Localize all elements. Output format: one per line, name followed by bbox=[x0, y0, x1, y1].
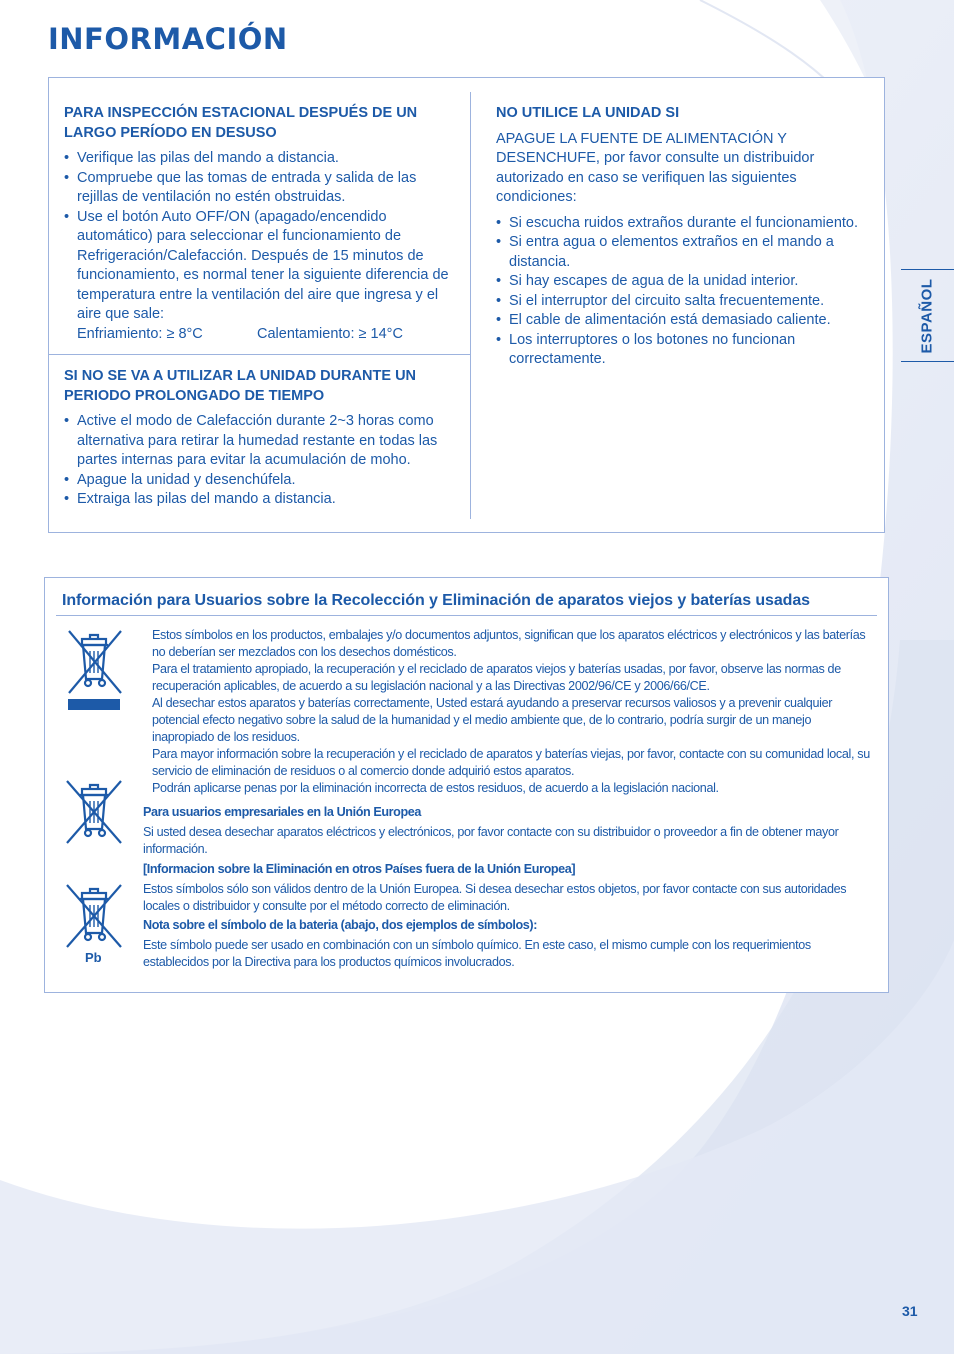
bullet-list bbox=[64, 412, 456, 510]
weee-bin-icon bbox=[63, 779, 125, 845]
subheading: Nota sobre el símbolo de la bateria (abajo, dos ejemplos de símbolos): bbox=[143, 918, 537, 932]
section-intro: APAGUE LA FUENTE DE ALIMENTACIÓN Y DESENCHUFE, por favor consulte un distribuidor autorizado en caso se verifiquen las siguientes condiciones: bbox=[496, 130, 815, 205]
language-tab bbox=[901, 269, 954, 362]
pb-label: Pb bbox=[85, 950, 102, 965]
seasonal-inspection-section bbox=[64, 104, 456, 344]
subheading: Para usuarios empresariales en la Unión Europea bbox=[143, 805, 421, 819]
list-item bbox=[64, 208, 456, 345]
list-item: • Compruebe que las tomas de entrada y salida de las rejillas de ventilación no estén obstruidas. bbox=[64, 169, 456, 208]
list-item: • Apague la unidad y desenchúfela. bbox=[64, 471, 456, 491]
bullet-list bbox=[64, 149, 456, 344]
list-item: • Si entra agua o elementos extraños en el mando a distancia. bbox=[496, 233, 871, 272]
paragraph: Estos símbolos sólo son válidos dentro de la Unión Europea. Si desea desechar estos objetos, por favor contacte con sus autoridades locales o distribuidor y consulte por el método correcto de eliminación. bbox=[143, 882, 847, 913]
do-not-use-section bbox=[496, 104, 871, 370]
list-item: • Verifique las pilas del mando a distancia. bbox=[64, 149, 456, 169]
paragraph: Podrán aplicarse penas por la eliminación incorrecta de estos residuos, de acuerdo a la legislación nacional. bbox=[152, 781, 719, 795]
disposal-paragraphs bbox=[152, 627, 872, 797]
page-title: INFORMACIÓN bbox=[48, 22, 288, 56]
paragraph: Para el tratamiento apropiado, la recuperación y el reciclado de aparatos viejos y baterías usadas, por favor, observe las normas de recuperación aplicables, de acuerdo a su legislación nacional y a las Directivas 2002/96/CE y 2006/66/CE. bbox=[152, 662, 841, 693]
list-item: • Los interruptores o los botones no funcionan correctamente. bbox=[496, 331, 871, 370]
paragraph: Si usted desea desechar aparatos eléctricos y electrónicos, por favor contacte con su distribuidor o proveedor a fin de obtener mayor información. bbox=[143, 825, 839, 856]
long-period-storage-section bbox=[64, 367, 456, 510]
temperature-difference-row bbox=[77, 325, 456, 345]
disposal-notes bbox=[143, 804, 873, 971]
language-tab-label: ESPAÑOL bbox=[918, 278, 936, 354]
section-title: NO UTILICE LA UNIDAD SI bbox=[496, 105, 680, 121]
list-item: • Active el modo de Calefacción durante 2~3 horas como alternativa para retirar la humedad restante en todas las partes internas para evitar la acumulación de moho. bbox=[64, 412, 456, 471]
paragraph: Estos símbolos en los productos, embalajes y/o documentos adjuntos, significan que los aparatos eléctricos y electrónicos y las baterías no deberían ser mezclados con los desechos domésticos. bbox=[152, 628, 866, 659]
list-item-text: Use el botón Auto OFF/ON (apagado/encendido automático) para seleccionar el funcionamiento de Refrigeración/Calefacción. Después de 15 minutos de funcionamiento, es normal tener la siguiente diferencia de temperatura entre la ventilación del aire que ingresa y el aire que sale: bbox=[77, 208, 449, 322]
weee-bin-icon-with-bar bbox=[63, 627, 125, 711]
subheading: [Informacion sobre la Eliminación en otros Países fuera de la Unión Europea] bbox=[143, 862, 576, 876]
list-item: • Si escucha ruidos extraños durante el funcionamiento. bbox=[496, 214, 871, 234]
cooling-value: Enfriamiento: ≥ 8°C bbox=[77, 325, 203, 342]
weee-bin-icon-pb bbox=[63, 883, 125, 949]
list-item: • El cable de alimentación está demasiado caliente. bbox=[496, 311, 871, 331]
heating-value: Calentamiento: ≥ 14°C bbox=[257, 325, 403, 342]
section-title: SI NO SE VA A UTILIZAR LA UNIDAD DURANTE UN PERIODO PROLONGADO DE TIEMPO bbox=[64, 368, 417, 404]
page-number: 31 bbox=[902, 1303, 918, 1319]
section-title: PARA INSPECCIÓN ESTACIONAL DESPUÉS DE UN LARGO PERÍODO EN DESUSO bbox=[64, 105, 418, 141]
title-rule bbox=[56, 615, 877, 616]
list-item: • Si el interruptor del circuito salta frecuentemente. bbox=[496, 292, 871, 312]
list-item: • Si hay escapes de agua de la unidad interior. bbox=[496, 272, 871, 292]
paragraph: Este símbolo puede ser usado en combinación con un símbolo químico. En este caso, el mismo cumple con los requerimientos establecidos por la Directiva para los productos químicos involucrados. bbox=[143, 938, 811, 969]
disposal-title: Información para Usuarios sobre la Recolección y Eliminación de aparatos viejos y baterías usadas bbox=[62, 592, 810, 609]
list-item: • Extraiga las pilas del mando a distancia. bbox=[64, 490, 456, 510]
paragraph: Para mayor información sobre la recuperación y el reciclado de aparatos y baterías viejas, por favor, contacte con su comunidad local, su servicio de eliminación de residuos o al comercio donde adquirió estos aparatos. bbox=[152, 747, 870, 778]
bullet-list bbox=[496, 214, 871, 370]
column-divider bbox=[470, 92, 471, 519]
section-divider bbox=[49, 354, 470, 355]
paragraph: Al desechar estos aparatos y baterías correctamente, Usted estará ayudando a preservar recursos valiosos y a prevenir cualquier potencial efecto negativo sobre la salud de la humanidad y el medio ambiente que, de lo contrario, podría surgir de un manejo inapropiado de los residuos. bbox=[152, 696, 833, 744]
